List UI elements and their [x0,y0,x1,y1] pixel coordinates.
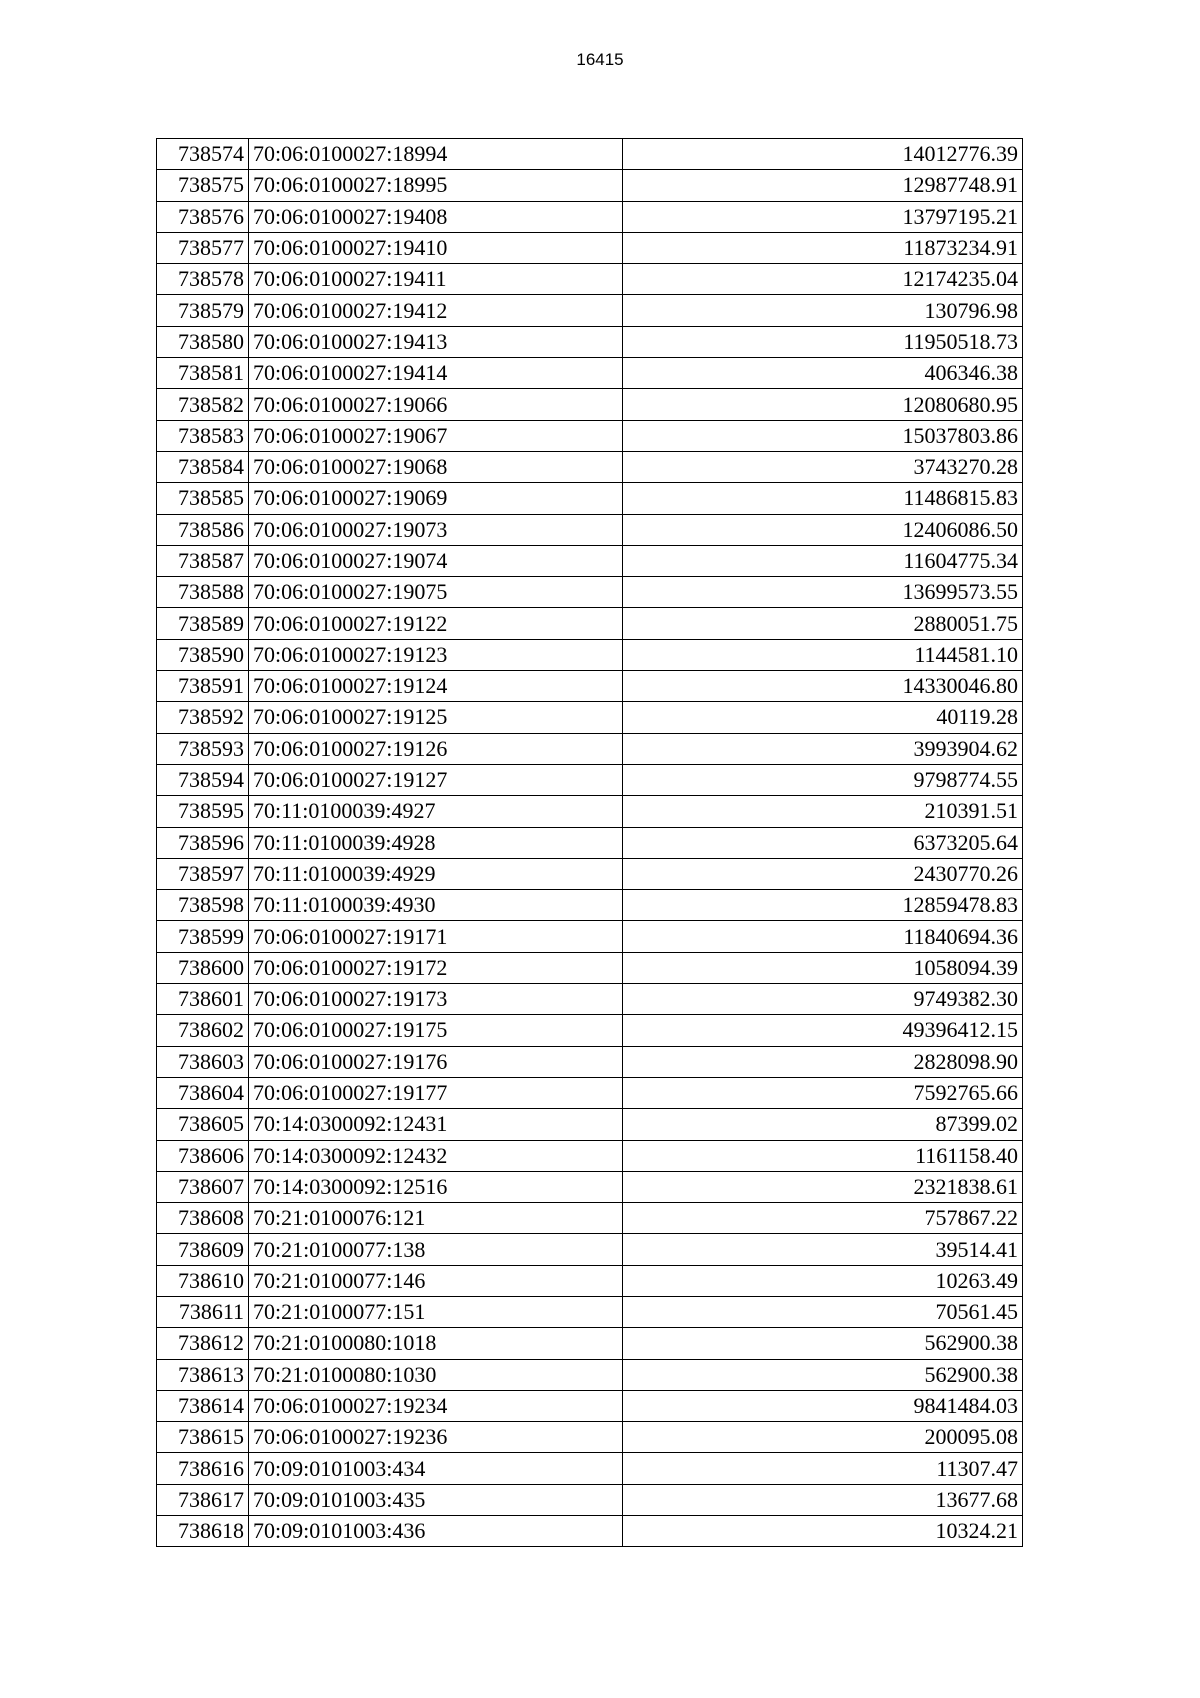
row-number-cell: 738591 [157,671,249,702]
row-number-cell: 738588 [157,577,249,608]
cadastral-number-cell: 70:06:0100027:19068 [249,451,623,482]
row-number-cell: 738603 [157,1046,249,1077]
cadastral-value-cell: 11873234.91 [623,232,1023,263]
table-row [157,1516,1023,1547]
table-row [157,1109,1023,1140]
cadastral-number-cell: 70:06:0100027:19123 [249,639,623,670]
cadastral-value-cell: 13797195.21 [623,201,1023,232]
row-number-cell: 738583 [157,420,249,451]
cadastral-number-cell: 70:06:0100027:19236 [249,1422,623,1453]
cadastral-number-cell: 70:06:0100027:19069 [249,483,623,514]
row-number-cell: 738580 [157,326,249,357]
cadastral-value-cell: 757867.22 [623,1203,1023,1234]
cadastral-number-cell: 70:06:0100027:19411 [249,264,623,295]
table-row [157,483,1023,514]
table-row [157,1328,1023,1359]
cadastral-number-cell: 70:06:0100027:18995 [249,170,623,201]
cadastral-value-cell: 12406086.50 [623,514,1023,545]
row-number-cell: 738587 [157,545,249,576]
row-number-cell: 738584 [157,451,249,482]
table-row [157,1296,1023,1327]
cadastral-value-cell: 12174235.04 [623,264,1023,295]
table-row [157,139,1023,170]
cadastral-number-cell: 70:21:0100080:1018 [249,1328,623,1359]
table-row [157,514,1023,545]
table-row [157,1046,1023,1077]
table-row [157,639,1023,670]
cadastral-value-table [156,138,1023,1547]
row-number-cell: 738612 [157,1328,249,1359]
cadastral-number-cell: 70:06:0100027:19066 [249,389,623,420]
row-number-cell: 738610 [157,1265,249,1296]
cadastral-value-cell: 1161158.40 [623,1140,1023,1171]
table-row [157,890,1023,921]
cadastral-value-cell: 11486815.83 [623,483,1023,514]
cadastral-number-cell: 70:14:0300092:12431 [249,1109,623,1140]
row-number-cell: 738576 [157,201,249,232]
row-number-cell: 738599 [157,921,249,952]
row-number-cell: 738615 [157,1422,249,1453]
row-number-cell: 738604 [157,1077,249,1108]
cadastral-value-cell: 11604775.34 [623,545,1023,576]
cadastral-number-cell: 70:21:0100077:151 [249,1296,623,1327]
cadastral-value-cell: 2430770.26 [623,858,1023,889]
table-row [157,1359,1023,1390]
cadastral-number-cell: 70:21:0100077:146 [249,1265,623,1296]
cadastral-number-cell: 70:06:0100027:19075 [249,577,623,608]
table-row [157,232,1023,263]
cadastral-number-cell: 70:14:0300092:12516 [249,1171,623,1202]
table-row [157,420,1023,451]
table-row [157,1422,1023,1453]
row-number-cell: 738613 [157,1359,249,1390]
table-row [157,796,1023,827]
table-row [157,1140,1023,1171]
table-row [157,1390,1023,1421]
cadastral-number-cell: 70:06:0100027:19408 [249,201,623,232]
table-row [157,702,1023,733]
cadastral-value-cell: 3743270.28 [623,451,1023,482]
row-number-cell: 738601 [157,984,249,1015]
cadastral-value-cell: 3993904.62 [623,733,1023,764]
row-number-cell: 738617 [157,1484,249,1515]
cadastral-value-cell: 2880051.75 [623,608,1023,639]
table-row [157,608,1023,639]
cadastral-number-cell: 70:11:0100039:4929 [249,858,623,889]
cadastral-value-cell: 1144581.10 [623,639,1023,670]
table-row [157,1484,1023,1515]
cadastral-value-cell: 9798774.55 [623,764,1023,795]
cadastral-value-cell: 130796.98 [623,295,1023,326]
table-row [157,577,1023,608]
table-row [157,1203,1023,1234]
row-number-cell: 738611 [157,1296,249,1327]
cadastral-value-cell: 562900.38 [623,1359,1023,1390]
page-number: 16415 [576,50,624,69]
row-number-cell: 738579 [157,295,249,326]
table-row [157,264,1023,295]
cadastral-value-cell: 406346.38 [623,358,1023,389]
row-number-cell: 738600 [157,952,249,983]
row-number-cell: 738595 [157,796,249,827]
row-number-cell: 738618 [157,1516,249,1547]
row-number-cell: 738596 [157,827,249,858]
row-number-cell: 738590 [157,639,249,670]
cadastral-value-cell: 12080680.95 [623,389,1023,420]
table-row [157,389,1023,420]
row-number-cell: 738606 [157,1140,249,1171]
cadastral-value-cell: 2828098.90 [623,1046,1023,1077]
row-number-cell: 738582 [157,389,249,420]
cadastral-value-cell: 13699573.55 [623,577,1023,608]
cadastral-number-cell: 70:06:0100027:19173 [249,984,623,1015]
cadastral-value-cell: 10324.21 [623,1516,1023,1547]
table-row [157,451,1023,482]
cadastral-number-cell: 70:21:0100080:1030 [249,1359,623,1390]
cadastral-value-cell: 11307.47 [623,1453,1023,1484]
row-number-cell: 738602 [157,1015,249,1046]
table-row [157,1015,1023,1046]
cadastral-value-cell: 1058094.39 [623,952,1023,983]
table-row [157,858,1023,889]
cadastral-value-cell: 200095.08 [623,1422,1023,1453]
cadastral-number-cell: 70:06:0100027:19067 [249,420,623,451]
cadastral-value-cell: 9749382.30 [623,984,1023,1015]
cadastral-number-cell: 70:06:0100027:19172 [249,952,623,983]
table-row [157,921,1023,952]
row-number-cell: 738578 [157,264,249,295]
row-number-cell: 738574 [157,139,249,170]
row-number-cell: 738616 [157,1453,249,1484]
table-row [157,764,1023,795]
cadastral-value-cell: 6373205.64 [623,827,1023,858]
cadastral-number-cell: 70:06:0100027:19413 [249,326,623,357]
cadastral-number-cell: 70:06:0100027:19410 [249,232,623,263]
cadastral-number-cell: 70:06:0100027:19127 [249,764,623,795]
cadastral-value-cell: 14012776.39 [623,139,1023,170]
cadastral-number-cell: 70:06:0100027:19412 [249,295,623,326]
cadastral-value-cell: 49396412.15 [623,1015,1023,1046]
cadastral-number-cell: 70:06:0100027:18994 [249,139,623,170]
row-number-cell: 738581 [157,358,249,389]
cadastral-value-cell: 9841484.03 [623,1390,1023,1421]
cadastral-number-cell: 70:06:0100027:19171 [249,921,623,952]
row-number-cell: 738609 [157,1234,249,1265]
cadastral-number-cell: 70:06:0100027:19175 [249,1015,623,1046]
row-number-cell: 738607 [157,1171,249,1202]
cadastral-value-cell: 210391.51 [623,796,1023,827]
cadastral-number-cell: 70:21:0100077:138 [249,1234,623,1265]
cadastral-value-cell: 2321838.61 [623,1171,1023,1202]
table-row [157,952,1023,983]
cadastral-number-cell: 70:06:0100027:19177 [249,1077,623,1108]
row-number-cell: 738608 [157,1203,249,1234]
row-number-cell: 738598 [157,890,249,921]
row-number-cell: 738589 [157,608,249,639]
table-row [157,358,1023,389]
cadastral-value-cell: 12987748.91 [623,170,1023,201]
cadastral-value-cell: 14330046.80 [623,671,1023,702]
row-number-cell: 738585 [157,483,249,514]
cadastral-number-cell: 70:09:0101003:435 [249,1484,623,1515]
table-row [157,671,1023,702]
cadastral-value-cell: 562900.38 [623,1328,1023,1359]
cadastral-value-cell: 87399.02 [623,1109,1023,1140]
table-row [157,1171,1023,1202]
cadastral-number-cell: 70:09:0101003:434 [249,1453,623,1484]
cadastral-number-cell: 70:21:0100076:121 [249,1203,623,1234]
cadastral-number-cell: 70:11:0100039:4930 [249,890,623,921]
table-row [157,1453,1023,1484]
table-row [157,1234,1023,1265]
table-row [157,170,1023,201]
cadastral-value-cell: 13677.68 [623,1484,1023,1515]
cadastral-number-cell: 70:06:0100027:19176 [249,1046,623,1077]
table-row [157,827,1023,858]
row-number-cell: 738614 [157,1390,249,1421]
cadastral-value-cell: 39514.41 [623,1234,1023,1265]
table-row [157,326,1023,357]
cadastral-number-cell: 70:06:0100027:19074 [249,545,623,576]
cadastral-value-cell: 10263.49 [623,1265,1023,1296]
table-row [157,201,1023,232]
cadastral-number-cell: 70:11:0100039:4927 [249,796,623,827]
cadastral-number-cell: 70:06:0100027:19122 [249,608,623,639]
cadastral-value-cell: 11950518.73 [623,326,1023,357]
row-number-cell: 738592 [157,702,249,733]
row-number-cell: 738594 [157,764,249,795]
table-row [157,1265,1023,1296]
cadastral-value-cell: 11840694.36 [623,921,1023,952]
row-number-cell: 738575 [157,170,249,201]
cadastral-number-cell: 70:11:0100039:4928 [249,827,623,858]
cadastral-value-cell: 70561.45 [623,1296,1023,1327]
cadastral-number-cell: 70:06:0100027:19126 [249,733,623,764]
cadastral-number-cell: 70:06:0100027:19073 [249,514,623,545]
table-row [157,1077,1023,1108]
table-body [157,139,1023,1547]
table-row [157,295,1023,326]
row-number-cell: 738593 [157,733,249,764]
table-row [157,545,1023,576]
cadastral-number-cell: 70:06:0100027:19234 [249,1390,623,1421]
cadastral-value-cell: 40119.28 [623,702,1023,733]
table-row [157,984,1023,1015]
row-number-cell: 738597 [157,858,249,889]
cadastral-number-cell: 70:09:0101003:436 [249,1516,623,1547]
cadastral-value-cell: 12859478.83 [623,890,1023,921]
cadastral-number-cell: 70:06:0100027:19124 [249,671,623,702]
table-row [157,733,1023,764]
cadastral-number-cell: 70:06:0100027:19414 [249,358,623,389]
row-number-cell: 738605 [157,1109,249,1140]
cadastral-value-cell: 7592765.66 [623,1077,1023,1108]
cadastral-number-cell: 70:06:0100027:19125 [249,702,623,733]
row-number-cell: 738577 [157,232,249,263]
row-number-cell: 738586 [157,514,249,545]
cadastral-number-cell: 70:14:0300092:12432 [249,1140,623,1171]
cadastral-value-cell: 15037803.86 [623,420,1023,451]
